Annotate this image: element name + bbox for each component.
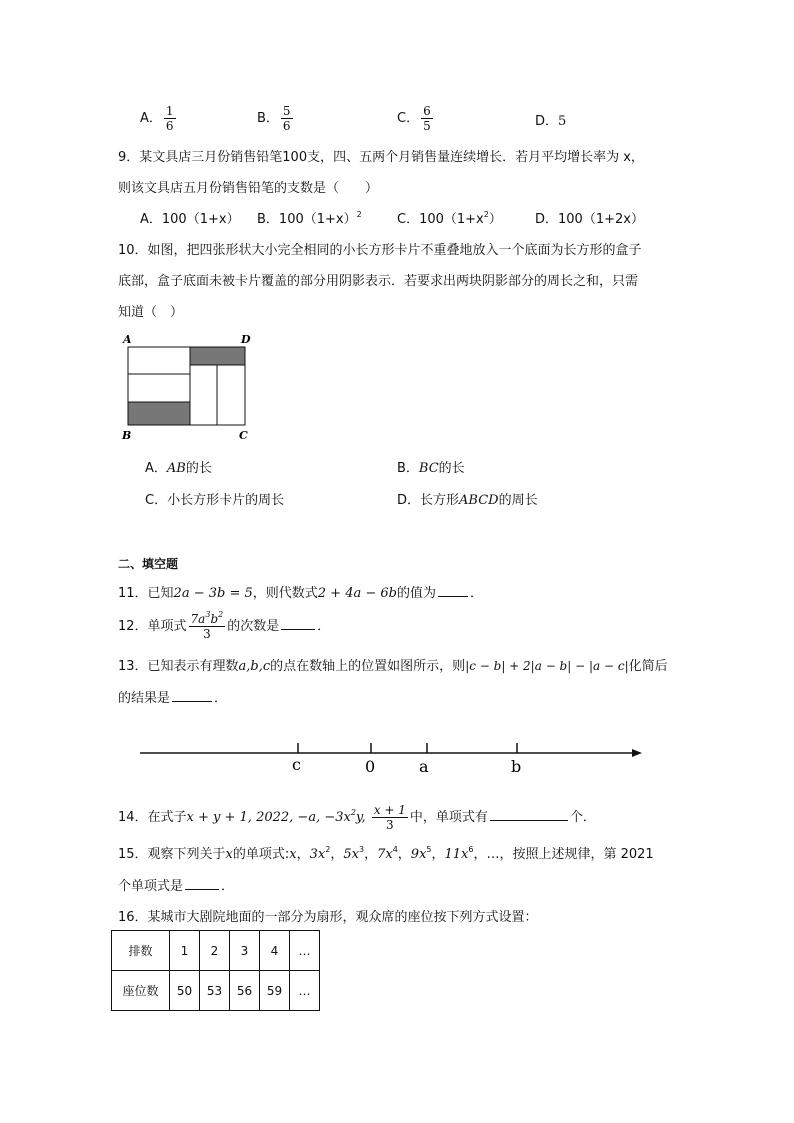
q9-option-a: A．100（1+x） (140, 212, 240, 227)
seat-table (111, 930, 320, 1011)
table-cell: 56 (230, 971, 260, 1011)
vertex-b-label: B (122, 429, 132, 442)
q9-line1: 9．某文具店三月份销售铅笔100支，四、五两个月销售量连续增长．若月平均增长率为 x， (118, 150, 644, 165)
table-row (112, 971, 320, 1011)
table-cell: 50 (170, 971, 200, 1011)
answer-blank (185, 877, 219, 890)
q10-figure (118, 330, 263, 445)
q8-option-c: C． $\frac{6}{5}$ (397, 104, 431, 133)
q8-option-b: B． $\frac{5}{6}$ (257, 104, 291, 133)
number-line (130, 735, 650, 780)
label-b: b (511, 757, 522, 776)
label-zero: 0 (365, 757, 376, 776)
table-row (112, 931, 320, 971)
q9-option-b: B．$100(1+x)^2$ (257, 210, 362, 227)
vertex-a-label: A (123, 333, 132, 346)
q10-line3: 知道（ ） (118, 305, 184, 320)
q15-line1: 15．观察下列关于x的单项式:x，$3x^2$，$5x^3$，$7x^4$，$9x^5$，$11x^6$，…，按照上述规律，第 2021 (118, 845, 654, 862)
q10-option-a: A．AB的长 (145, 461, 212, 476)
table-cell: … (290, 971, 320, 1011)
q15-line2: 个单项式是 ． (118, 879, 235, 894)
table-cell: 59 (260, 971, 290, 1011)
answer-blank (438, 584, 468, 597)
vertex-c-label: C (239, 429, 248, 442)
q14-line: 14．在式子x + y + 1, 2022, −a, $-3x^2y$, $\frac{x + 1}{3}$ 中，单项式有 个． (118, 803, 596, 832)
q16-line: 16．某城市大剧院地面的一部分为扇形，观众席的座位按下列方式设置： (118, 910, 538, 925)
label-a: a (419, 757, 429, 776)
answer-blank (172, 689, 212, 702)
q10-option-c: C．小长方形卡片的周长 (145, 493, 285, 508)
q8-option-a: A． $\frac{1}{6}$ (140, 104, 174, 133)
table-cell: 2 (200, 931, 230, 971)
shaded-region-top (190, 347, 245, 365)
shaded-region-bottom (128, 402, 190, 425)
answer-blank (281, 617, 315, 630)
q10-line1: 10．如图，把四张形状大小完全相同的小长方形卡片不重叠地放入一个底面为长方形的盒子 (118, 243, 642, 258)
q9-option-d: D．100（1+2x） (535, 212, 644, 227)
table-cell: 4 (260, 931, 290, 971)
q10-option-d: D．长方形ABCD的周长 (397, 493, 538, 508)
q9-line2: 则该文具店五月份销售铅笔的支数是（ ） (118, 181, 379, 196)
table-cell: … (290, 931, 320, 971)
table-cell: 1 (170, 931, 200, 971)
section-title: 二、填空题 (118, 557, 179, 571)
q13-line2: 的结果是 ． (118, 691, 228, 706)
label-c: c (292, 755, 301, 774)
q10-line2: 底部，盒子底面未被卡片覆盖的部分用阴影表示．若要求出两块阴影部分的周长之和，只需 (118, 274, 639, 289)
q13-line1: 13．已知表示有理数a,b,c的点在数轴上的位置如图所示，则|c − b| + 2|a − b| − |a − c|化简后 (118, 659, 668, 674)
answer-blank (490, 808, 568, 821)
q12-line: 12．单项式 $\frac{7a^3b^2}{3}$ 的次数是 ． (118, 610, 331, 641)
vertex-d-label: D (241, 333, 251, 346)
table-cell: 座位数 (112, 971, 170, 1011)
table-cell: 53 (200, 971, 230, 1011)
q9-option-c: C．$100(1+x^2)$ (397, 210, 502, 227)
table-cell: 排数 (112, 931, 170, 971)
table-cell: 3 (230, 931, 260, 971)
q8-option-d: D．5 (535, 114, 567, 129)
q11-line: 11．已知2a − 3b = 5，则代数式2 + 4a − 6b的值为 ． (118, 586, 483, 601)
axis-arrow (632, 749, 642, 757)
q10-option-b: B．BC的长 (397, 461, 465, 476)
